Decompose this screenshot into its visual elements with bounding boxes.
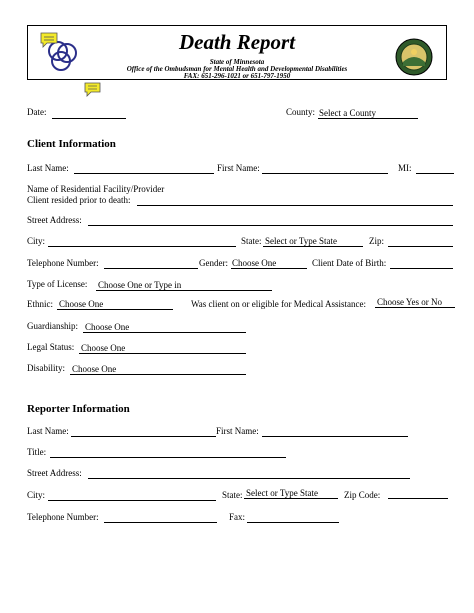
fax-numbers: FAX: 651-296-1021 or 651-797-1950: [183, 72, 291, 80]
assist-line: [375, 307, 455, 308]
disability-line: [70, 374, 246, 375]
client-zip-label: Zip:: [369, 236, 384, 246]
ethnic-label: Ethnic:: [27, 299, 53, 309]
gender-line: [231, 268, 307, 269]
guardianship-label: Guardianship:: [27, 321, 78, 331]
client-phone-label: Telephone Number:: [27, 258, 99, 268]
reporter-street-field[interactable]: [88, 478, 410, 479]
client-last-name-label: Last Name:: [27, 163, 69, 173]
state-seal-icon: [395, 38, 433, 76]
reporter-state-line: [244, 498, 338, 499]
reporter-last-name-field[interactable]: [71, 436, 216, 437]
reporter-first-name-label: First Name:: [216, 426, 259, 436]
reporter-state-label: State:: [222, 490, 243, 500]
guardianship-select[interactable]: Choose One: [85, 322, 130, 332]
client-city-label: City:: [27, 236, 46, 246]
reporter-heading: Reporter Information: [27, 403, 130, 415]
office-name: Office of the Ombudsman for Mental Health and Developmental Disabilities: [126, 65, 348, 73]
facility-label-2: Client resided prior to death:: [27, 195, 131, 205]
client-street-label: Street Address:: [27, 215, 82, 225]
client-mi-field[interactable]: [416, 173, 454, 174]
disability-label: Disability:: [27, 363, 65, 373]
facility-label-1: Name of Residential Facility/Provider: [27, 184, 165, 194]
reporter-title-label: Title:: [27, 447, 47, 457]
reporter-city-label: City:: [27, 490, 46, 500]
gender-select[interactable]: Choose One: [232, 258, 277, 268]
client-state-label: State:: [241, 236, 262, 246]
speech-bubbles-circles-logo: [36, 30, 82, 74]
reporter-phone-label: Telephone Number:: [27, 512, 99, 522]
facility-field[interactable]: [137, 205, 453, 206]
reporter-state-select[interactable]: Select or Type State: [246, 488, 318, 498]
guardianship-line: [83, 332, 246, 333]
reporter-phone-field[interactable]: [104, 522, 217, 523]
gender-label: Gender:: [199, 258, 228, 268]
form-title: Death Report: [178, 30, 296, 54]
reporter-city-field[interactable]: [48, 500, 216, 501]
reporter-first-name-field[interactable]: [262, 436, 408, 437]
reporter-zip-label: Zip Code:: [344, 490, 381, 500]
client-first-name-label: First Name:: [217, 163, 260, 173]
client-state-line: [263, 246, 363, 247]
client-mi-label: MI:: [398, 163, 412, 173]
dob-label: Client Date of Birth:: [312, 258, 387, 268]
client-last-name-field[interactable]: [74, 173, 214, 174]
client-street-field[interactable]: [88, 225, 453, 226]
ethnic-line: [57, 309, 173, 310]
legal-status-label: Legal Status:: [27, 342, 75, 352]
legal-status-select[interactable]: Choose One: [81, 343, 126, 353]
legal-status-line: [79, 353, 246, 354]
county-label: County:: [286, 107, 316, 117]
reporter-zip-field[interactable]: [388, 498, 448, 499]
assist-select[interactable]: Choose Yes or No: [377, 297, 443, 307]
date-label: Date:: [27, 107, 47, 117]
reporter-street-label: Street Address:: [27, 468, 82, 478]
client-zip-field[interactable]: [388, 246, 453, 247]
client-phone-field[interactable]: [104, 268, 198, 269]
header-box: [27, 25, 447, 80]
client-first-name-field[interactable]: [262, 173, 388, 174]
license-select[interactable]: Choose One or Type in: [98, 280, 182, 290]
county-field-line: [318, 118, 418, 119]
reporter-title-field[interactable]: [50, 457, 286, 458]
reporter-fax-label: Fax:: [229, 512, 246, 522]
reporter-fax-field[interactable]: [247, 522, 339, 523]
client-city-field[interactable]: [48, 246, 236, 247]
disability-select[interactable]: Choose One: [72, 364, 117, 374]
license-label: Type of License:: [27, 279, 88, 289]
license-line: [96, 290, 272, 291]
speech-bubble-note-icon: [84, 82, 102, 98]
state-name: State of Minnesota: [209, 58, 265, 66]
ethnic-select[interactable]: Choose One: [59, 299, 104, 309]
date-field[interactable]: [52, 118, 126, 119]
client-heading: Client Information: [27, 138, 116, 150]
client-state-select[interactable]: Select or Type State: [265, 236, 337, 246]
assist-label: Was client on or eligible for Medical Assistance:: [191, 299, 366, 309]
reporter-last-name-label: Last Name:: [27, 426, 69, 436]
dob-field[interactable]: [390, 268, 453, 269]
county-select[interactable]: Select a County: [319, 108, 376, 118]
